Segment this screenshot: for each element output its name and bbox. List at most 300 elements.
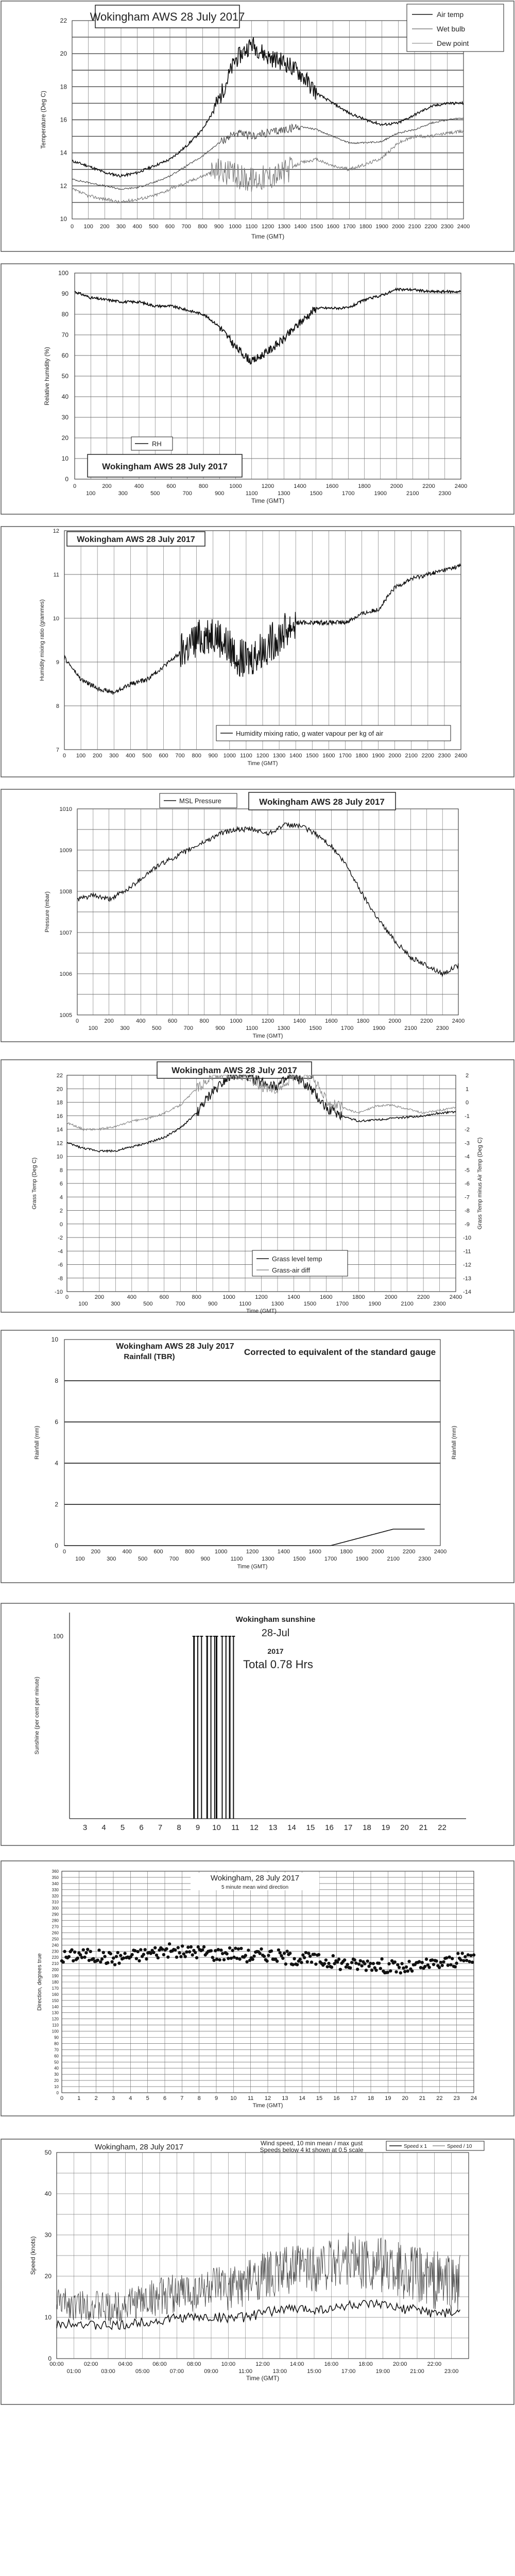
x-tick-label: 800 [192,1294,201,1300]
sunshine-chart [0,1602,515,1850]
y-axis-label: Rainfall (mm) [34,1426,40,1460]
y-tick-label: 2 [55,1501,58,1508]
x-tick-label: 12 [264,2095,271,2102]
direction-point [239,1947,243,1950]
y2-tick-label: 1 [465,1086,469,1093]
direction-point [82,1948,85,1952]
direction-point [202,1945,205,1948]
x-tick-label: 700 [182,490,192,497]
chart-title: Wokingham, 28 July 2017 [210,1874,300,1883]
direction-point [377,1962,381,1965]
direction-point [367,1964,370,1968]
plot-area [64,1340,440,1546]
y-tick-label: 320 [52,1893,59,1899]
x-tick-label: 300 [109,753,119,759]
x-tick-label: 1200 [256,753,269,759]
y-tick-label: 4 [59,1194,63,1201]
direction-point [439,1961,442,1964]
direction-point [222,1958,226,1961]
x-tick-label: 600 [153,1549,163,1555]
x-tick-label: 18 [367,2095,374,2102]
direction-point [303,1956,306,1959]
direction-point [389,1969,392,1972]
y-tick-label: 70 [54,2047,59,2053]
x-tick-label: 1400 [293,1018,306,1024]
x-tick-label: 1000 [222,1294,235,1300]
x-tick-label: 0 [62,1549,66,1555]
direction-point [403,1970,406,1973]
x-tick-label: 16 [333,2095,340,2102]
x-tick-label: 600 [167,1018,178,1024]
y-tick-label: 20 [56,1086,63,1093]
y-tick-label: 18 [60,83,67,91]
wind-direction-chart-panel [0,1860,515,2123]
x-tick-label: 2000 [388,1018,401,1024]
direction-point [372,1962,375,1965]
y-tick-label: 9 [56,659,59,666]
y-tick-label: 330 [52,1887,59,1892]
x-tick-label: 700 [175,753,185,759]
x-tick-label: 1400 [277,1549,290,1555]
y-tick-label: 340 [52,1881,59,1886]
y-tick-label: 22 [56,1073,63,1079]
direction-point [234,1946,237,1950]
y-tick-label: 0 [55,1542,58,1549]
y2-tick-label: 2 [465,1073,469,1079]
x-tick-label: 22 [436,2095,443,2102]
direction-point [339,1968,342,1971]
y-tick-label: 2 [59,1208,63,1214]
x-axis-label: Time (GMT) [247,760,278,767]
direction-point [462,1959,465,1962]
direction-point [346,1963,349,1966]
y-tick-label: 0 [65,476,68,483]
x-axis-label: Time (GMT) [252,1033,283,1039]
x-tick-label: 2200 [402,1549,416,1555]
y-tick-label: 16 [60,116,67,124]
direction-point [83,1956,86,1959]
x-tick-label: 1500 [310,490,322,497]
x-tick-label: 1200 [255,1294,268,1300]
direction-point [465,1959,468,1962]
direction-point [337,1958,340,1961]
x-tick-label: 3 [82,1823,88,1832]
chart-title: Wokingham sunshine [235,1615,316,1624]
y-tick-label: 11 [53,572,59,578]
direction-point [210,1949,213,1952]
x-axis-label: Time (GMT) [246,2375,280,2382]
x-tick-label: 1300 [262,1556,274,1562]
x-tick-label: 1000 [214,1549,228,1555]
x-tick-label: 2200 [424,224,437,230]
x-tick-label: 8 [177,1823,181,1832]
x-tick-label: 1600 [325,483,339,489]
x-tick-label: 9 [195,1823,200,1832]
x-tick-label: 7 [158,1823,163,1832]
direction-point [300,1961,303,1964]
y-tick-label: -6 [58,1262,63,1268]
x-tick-label: 1700 [336,1301,349,1307]
x-tick-label: 400 [127,1294,137,1300]
direction-point [252,1955,255,1958]
y-tick-label: 30 [44,2231,52,2239]
y2-tick-label: -9 [465,1221,470,1228]
direction-point [356,1968,359,1971]
x-tick-label: 500 [151,1025,162,1031]
x-tick-label: 19:00 [375,2368,390,2375]
direction-point [353,1958,356,1961]
x-tick-label: 800 [198,483,209,489]
x-tick-label: 1800 [355,753,368,759]
direction-point [123,1952,126,1955]
y-tick-label: 160 [52,1992,59,1997]
direction-point [67,1955,71,1958]
x-tick-label: 500 [143,1301,153,1307]
x-axis-label: Time (GMT) [251,233,285,240]
direction-point [270,1950,273,1953]
x-tick-label: 1500 [306,753,319,759]
y-tick-label: 10 [44,2314,52,2321]
sunshine-bar [193,1636,195,1819]
y-tick-label: 230 [52,1949,59,1954]
wind-direction-chart [0,1860,515,2123]
y-axis-label: Humidity mixing ratio (grammes) [39,599,45,681]
legend-label: Grass-air diff [272,1266,311,1274]
direction-point [425,1958,428,1961]
direction-point [195,1956,198,1959]
direction-point [119,1954,122,1957]
x-tick-label: 6 [139,1823,144,1832]
mixing-ratio-chart [0,526,515,778]
x-tick-label: 17:00 [341,2368,356,2375]
x-tick-label: 1900 [372,1025,386,1031]
humidity-chart-panel [0,263,515,515]
legend-label: Humidity mixing ratio, g water vapour per kg of air [236,730,384,737]
x-tick-label: 18:00 [358,2361,373,2367]
y-tick-label: 10 [61,455,68,462]
y-tick-label: 40 [44,2190,52,2197]
direction-point [113,1963,116,1966]
y-axis-label: Temperature (Deg C) [40,91,47,149]
x-tick-label: 11 [231,1823,239,1832]
direction-point [185,1951,188,1954]
direction-point [162,1953,165,1956]
direction-point [84,1951,88,1954]
x-tick-label: 1700 [324,1556,337,1562]
sunshine-bar [229,1636,231,1819]
x-tick-label: 15 [316,2095,323,2102]
y-tick-label: 1007 [59,930,72,936]
x-tick-label: 4 [129,2095,132,2102]
direction-point [405,1965,408,1969]
y-tick-label: 14 [56,1127,63,1133]
y-tick-label: 0 [59,1221,63,1228]
y2-tick-label: -3 [465,1140,470,1147]
sunshine-chart-panel [0,1602,515,1850]
direction-point [179,1955,182,1958]
x-tick-label: 19 [381,1823,390,1832]
direction-point [145,1957,148,1960]
y2-tick-label: -8 [465,1208,470,1214]
direction-point [326,1965,329,1968]
x-tick-label: 2300 [418,1556,431,1562]
direction-point [313,1953,316,1956]
direction-point [260,1947,263,1951]
x-tick-label: 1800 [359,224,372,230]
x-tick-label: 06:00 [152,2361,167,2367]
y-tick-label: 1010 [59,806,72,812]
x-tick-label: 11 [247,2095,254,2102]
y-tick-label: 8 [55,1377,58,1384]
x-tick-label: 21:00 [410,2368,424,2375]
x-tick-label: 2400 [452,1018,465,1024]
y-tick-label: 290 [52,1912,59,1917]
y-tick-label: 300 [52,1906,59,1911]
x-tick-label: 1600 [320,1294,333,1300]
y-axis-label: Relative humidity (%) [43,347,50,405]
direction-point [279,1951,282,1954]
y-tick-label: 0 [48,2355,52,2362]
x-tick-label: 300 [111,1301,121,1307]
direction-point [304,1951,307,1954]
y-tick-label: 350 [52,1875,59,1880]
direction-point [116,1951,119,1954]
x-tick-label: 0 [75,1018,79,1024]
direction-point [142,1953,145,1956]
y-tick-label: 22 [60,17,67,24]
x-tick-label: 1600 [325,1018,338,1024]
x-tick-label: 500 [142,753,152,759]
x-tick-label: 400 [122,1549,132,1555]
direction-point [435,1959,438,1962]
direction-point [265,1959,268,1962]
x-tick-label: 500 [149,224,159,230]
x-tick-label: 2400 [449,1294,462,1300]
chart-title: Wokingham AWS 28 July 2017 [116,1342,234,1351]
legend-label: Grass level temp [272,1255,322,1263]
sunshine-bar [221,1636,222,1819]
x-tick-label: 900 [208,753,218,759]
x-tick-label: 4 [101,1823,106,1832]
x-tick-label: 1100 [245,490,258,497]
direction-point [349,1967,352,1970]
direction-point [393,1960,397,1963]
legend-label: Speed x 1 [404,2144,427,2149]
x-tick-label: 9 [214,2095,218,2102]
direction-point [152,1951,155,1954]
x-tick-label: 2200 [420,1018,433,1024]
y-tick-label: 100 [58,269,68,277]
x-tick-label: 20 [400,1823,409,1832]
x-tick-label: 18 [363,1823,371,1832]
direction-point [175,1956,178,1959]
y-tick-label: 1005 [59,1012,72,1019]
x-tick-label: 400 [132,224,142,230]
x-tick-label: 13 [282,2095,288,2102]
chart-note: Wind speed, 10 min mean / max gust [260,2140,363,2147]
direction-point [238,1957,241,1960]
direction-point [80,1956,83,1959]
x-tick-label: 1 [77,2095,81,2102]
direction-point [70,1948,73,1952]
x-tick-label: 24 [470,2095,477,2102]
direction-point [451,1957,454,1960]
direction-point [427,1965,431,1969]
legend-label: Air temp [437,10,464,19]
direction-point [386,1971,389,1974]
y-tick-label: 360 [52,1869,59,1874]
chart-note: Corrected to equivalent of the standard gauge [244,1347,436,1357]
direction-point [247,1948,250,1952]
x-axis-label: Time (GMT) [246,1308,277,1314]
x-tick-label: 14 [287,1823,296,1832]
direction-point [191,1953,194,1956]
x-tick-label: 17 [344,1823,353,1832]
x-tick-label: 700 [181,224,191,230]
x-tick-label: 00:00 [49,2361,64,2367]
legend-label: RH [152,440,162,448]
x-tick-label: 1500 [309,1025,322,1031]
x-tick-label: 800 [199,1018,209,1024]
y-tick-label: 210 [52,1961,59,1967]
x-tick-label: 2000 [384,1294,398,1300]
direction-point [103,1955,106,1958]
y-tick-label: 8 [59,1167,63,1174]
x-tick-label: 2300 [433,1301,446,1307]
x-tick-label: 1800 [356,1018,370,1024]
direction-point [251,1958,254,1961]
x-tick-label: 21 [419,2095,426,2102]
x-tick-label: 1900 [368,1301,381,1307]
direction-point [221,1952,224,1955]
x-tick-label: 07:00 [169,2368,184,2375]
direction-point [438,1966,441,1969]
x-tick-label: 14 [299,2095,305,2102]
y-tick-label: 1006 [59,971,72,977]
x-tick-label: 2100 [405,753,418,759]
direction-point [73,1951,76,1954]
x-tick-label: 300 [120,1025,130,1031]
y-tick-label: 200 [52,1968,59,1973]
x-tick-label: 12:00 [255,2361,270,2367]
x-tick-label: 2300 [441,224,454,230]
x-tick-label: 17 [350,2095,357,2102]
y2-tick-label: -10 [463,1235,471,1241]
y-tick-label: 20 [54,2078,59,2083]
grass-temp-chart [0,1059,515,1321]
direction-point [421,1961,424,1964]
direction-point [63,1950,66,1953]
x-tick-label: 500 [138,1556,148,1562]
direction-point [136,1950,140,1953]
x-tick-label: 1500 [310,224,323,230]
pressure-chart [0,788,515,1051]
y-tick-label: 250 [52,1937,59,1942]
x-tick-label: 1200 [261,224,274,230]
grass-chart-panel [0,1059,515,1321]
x-tick-label: 03:00 [101,2368,115,2375]
chart-note: Speeds below 4 kt shown at 0.5 scale [260,2146,364,2154]
direction-point [276,1960,279,1963]
y-tick-label: 80 [61,311,68,318]
x-tick-label: 12 [250,1823,259,1832]
direction-point [165,1947,168,1951]
direction-point [139,1948,142,1951]
x-tick-label: 2100 [404,1025,417,1031]
y-tick-label: 40 [54,2066,59,2071]
chart-title: Wokingham AWS 28 July 2017 [259,797,385,807]
direction-point [89,1950,92,1953]
direction-point [455,1961,458,1964]
sunshine-bar [207,1636,208,1819]
direction-point [153,1946,157,1949]
x-tick-label: 800 [198,224,208,230]
y-tick-label: 8 [56,703,59,709]
direction-point [379,1967,382,1970]
direction-point [232,1956,235,1959]
x-tick-label: 2400 [454,753,468,759]
x-tick-label: 100 [75,1556,85,1562]
direction-point [454,1965,457,1968]
rainfall-chart [0,1329,515,1587]
y-tick-label: 90 [54,2035,59,2040]
direction-point [472,1953,475,1956]
direction-point [359,1959,362,1962]
y-tick-label: 150 [52,1998,59,2003]
direction-point [235,1957,238,1960]
sunshine-bar [197,1636,198,1819]
direction-point [218,1958,221,1961]
x-tick-label: 200 [91,1549,101,1555]
direction-point [308,1955,312,1958]
x-tick-label: 1400 [294,483,306,489]
temperature-chart-panel [0,0,515,252]
x-tick-label: 200 [92,753,102,759]
direction-point [380,1957,383,1960]
y2-tick-label: -1 [465,1113,470,1120]
x-tick-label: 05:00 [135,2368,150,2375]
direction-point [464,1955,467,1958]
x-tick-label: 1900 [355,1556,369,1562]
x-tick-label: 1100 [246,1025,258,1031]
x-tick-label: 2000 [388,753,401,759]
x-tick-label: 300 [116,224,126,230]
y-tick-label: 4 [55,1460,58,1467]
chart-title: Wokingham AWS 28 July 2017 [90,10,245,23]
chart-total: Total 0.78 Hrs [243,1658,313,1671]
direction-point [288,1952,291,1955]
x-tick-label: 02:00 [83,2361,98,2367]
y-tick-label: 1008 [59,889,72,895]
x-tick-label: 2400 [434,1549,447,1555]
direction-point [130,1953,133,1956]
direction-point [263,1955,266,1958]
direction-point [369,1962,372,1965]
direction-point [72,1959,75,1962]
x-tick-label: 200 [104,1018,114,1024]
x-tick-label: 1100 [239,1301,251,1307]
x-tick-label: 0 [70,224,74,230]
y-tick-label: 10 [60,215,67,223]
y-tick-label: 10 [54,2084,59,2090]
direction-point [227,1957,230,1960]
x-tick-label: 2100 [408,224,421,230]
direction-point [410,1970,414,1973]
x-tick-label: 22 [438,1823,447,1832]
direction-point [330,1965,333,1969]
x-tick-label: 22:00 [427,2361,442,2367]
direction-point [363,1962,366,1965]
